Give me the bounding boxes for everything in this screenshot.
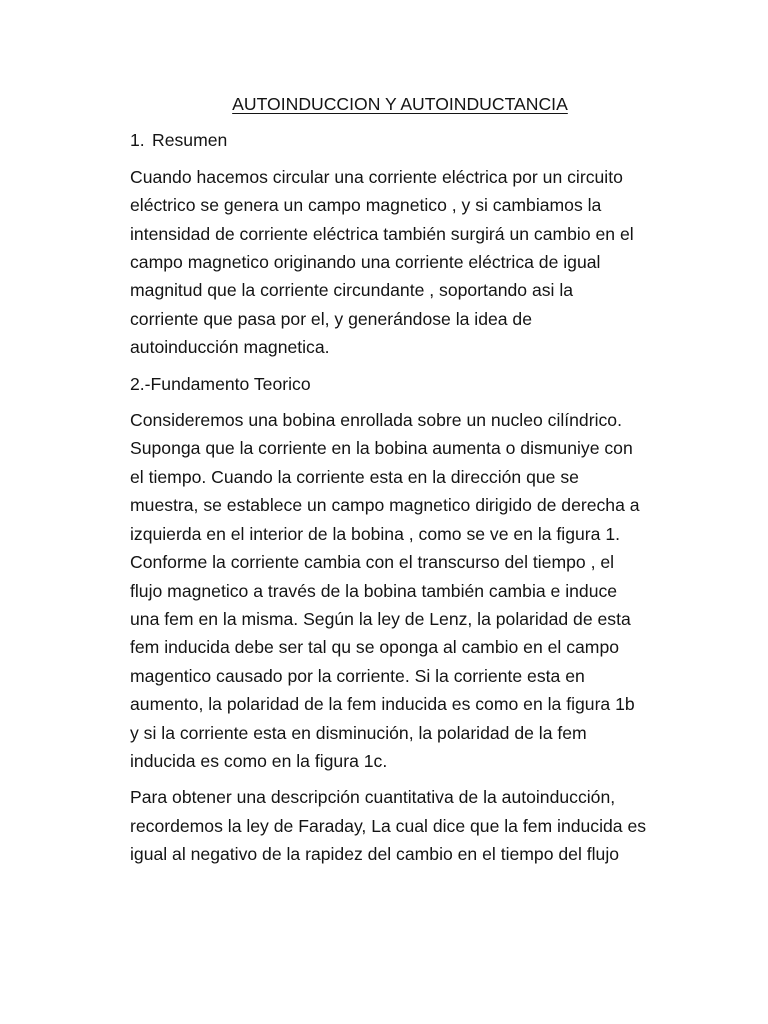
text-line: intensidad de corriente eléctrica también surgirá un cambio en el (130, 223, 634, 244)
text-line: magentico causado por la corriente. Si la corriente esta en (130, 665, 585, 686)
text-line: flujo magnetico a través de la bobina también cambia e induce (130, 580, 618, 601)
section-number: 1. (130, 130, 145, 151)
text-line: aumento, la polaridad de la fem inducida es como en la figura 1b (130, 694, 635, 715)
text-line: inducida es como en la figura 1c. (130, 750, 388, 771)
section-heading-resumen (130, 126, 670, 154)
text-line: Cuando hacemos circular una corriente eléctrica por un circuito (130, 166, 623, 187)
text-line: muestra, se establece un campo magnetico dirigido de derecha a (130, 495, 640, 516)
paragraph-resumen (130, 163, 670, 362)
paragraph-fundamento-1 (130, 406, 670, 775)
document-page (130, 90, 670, 877)
text-line: recordemos la ley de Faraday, La cual dice que la fem inducida es (130, 815, 647, 836)
text-line: eléctrico se genera un campo magnetico , y si cambiamos la (130, 195, 602, 216)
text-line: Conforme la corriente cambia con el transcurso del tiempo , el (130, 552, 615, 573)
text-line: autoinducción magnetica. (130, 337, 330, 358)
text-line: fem inducida debe ser tal qu se oponga al cambio en el campo (130, 637, 620, 658)
paragraph-fundamento-2 (130, 783, 670, 868)
text-line: igual al negativo de la rapidez del cambio en el tiempo del flujo (130, 844, 620, 865)
text-line: corriente que pasa por el, y generándose la idea de (130, 308, 533, 329)
text-line: campo magnetico originando una corriente eléctrica de igual (130, 252, 601, 273)
text-line: el tiempo. Cuando la corriente esta en la dirección que se (130, 466, 579, 487)
text-line: Para obtener una descripción cuantitativa de la autoinducción, (130, 787, 616, 808)
text-line: Suponga que la corriente en la bobina aumenta o dismuniye con (130, 438, 633, 459)
section-heading-text: Resumen (152, 130, 228, 151)
document-title: AUTOINDUCCION Y AUTOINDUCTANCIA (232, 94, 568, 114)
text-line: una fem en la misma. Según la ley de Lenz, la polaridad de esta (130, 608, 631, 629)
text-line: magnitud que la corriente circundante , soportando asi la (130, 280, 574, 301)
section-heading-fundamento: 2.-Fundamento Teorico (130, 373, 311, 394)
text-line: Consideremos una bobina enrollada sobre un nucleo cilíndrico. (130, 410, 622, 431)
text-line: y si la corriente esta en disminución, la polaridad de la fem (130, 722, 587, 743)
text-line: izquierda en el interior de la bobina , como se ve en la figura 1. (130, 523, 620, 544)
